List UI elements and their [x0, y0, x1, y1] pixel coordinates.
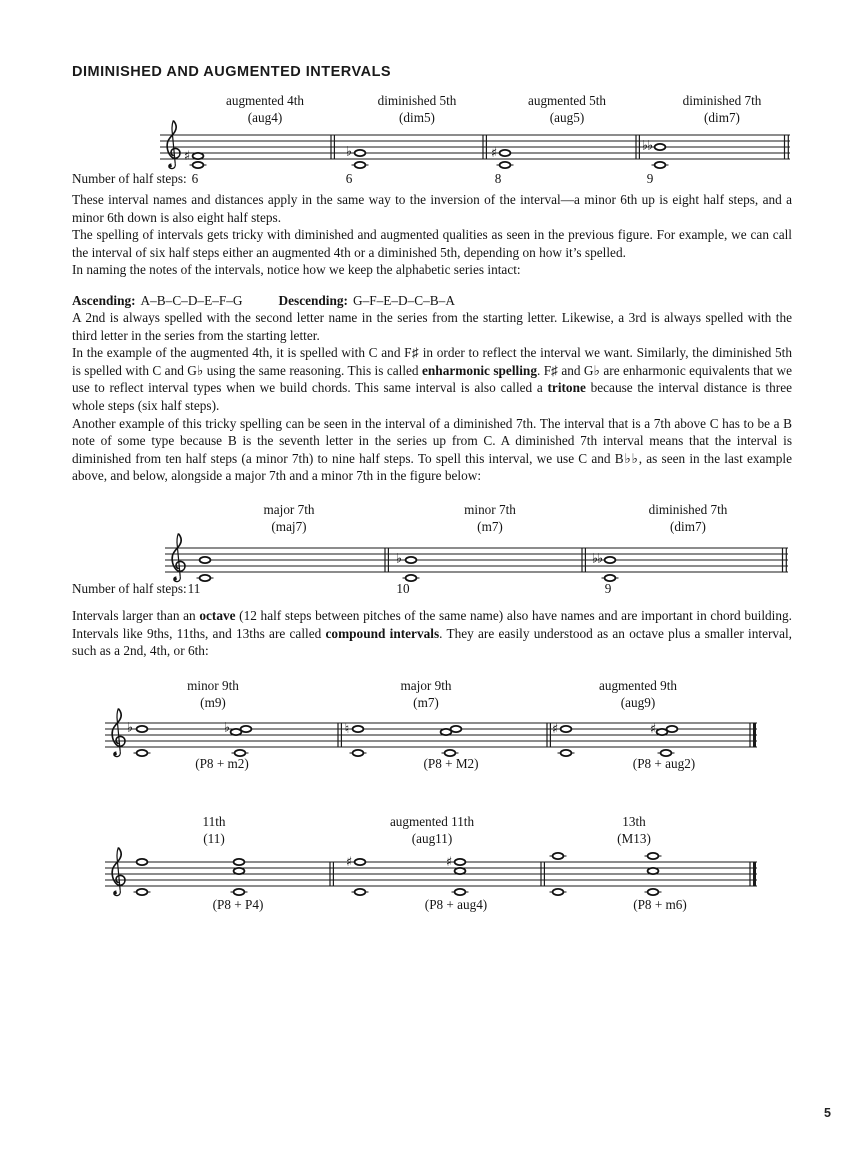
interval-label-aug4: augmented 4th (aug4): [225, 93, 305, 125]
natural-icon: ♮: [344, 721, 350, 737]
whole-note: [355, 859, 366, 865]
paragraph-spelling-tricky: The spelling of intervals gets tricky with diminished and augmented qualities as seen in the previous figure. For example, we can call the interval of six half steps either an augmented 4th or a diminished 5th, depending on how it’s spelled.: [72, 227, 792, 260]
paragraph-compound-intervals: Intervals larger than an octave (12 half steps between pitches of the same name) also have names and are important in chord building. Intervals like 9ths, 11ths, and 13ths are called compound intervals. They are easily understood as an octave plus a smaller interval, such as a 2nd, 4th, or 6th:: [72, 607, 792, 659]
whole-note: [648, 868, 659, 874]
whole-note: [648, 889, 659, 895]
whole-note: [648, 853, 659, 859]
measure-diminished-5th: [346, 145, 369, 169]
interval-label-maj7: major 7th (maj7): [263, 501, 315, 534]
flat-icon: ♭: [223, 720, 231, 736]
whole-note: [500, 162, 511, 168]
treble-clef-icon: [167, 121, 180, 169]
treble-clef-icon: [112, 708, 125, 756]
formula-p8-aug2: (P8 + aug2): [632, 755, 696, 771]
whole-note: [655, 144, 666, 150]
flat-icon: ♭: [395, 551, 403, 567]
interval-label-11th: 11th (11): [202, 813, 226, 846]
measure-major-7th: [197, 557, 214, 581]
page-content: [72, 0, 792, 919]
double-flat-icon: ♭♭: [591, 551, 603, 567]
staff-figure-1: [160, 113, 790, 177]
descending-series: G–F–E–D–C–B–A: [352, 292, 455, 308]
interval-label-13th: 13th (M13): [617, 813, 651, 846]
whole-note: [500, 150, 511, 156]
whole-note: [353, 750, 364, 756]
whole-note: [355, 150, 366, 156]
whole-note: [553, 889, 564, 895]
page-number: 5: [824, 1106, 831, 1120]
half-steps-value: 9: [646, 171, 654, 186]
paragraph-inversion: These interval names and distances apply in the same way to the inversion of the interval—a minor 6th up is eight half steps, and a minor 6th down is also eight half steps.: [72, 192, 792, 225]
ascending-series: A–B–C–D–E–F–G: [140, 292, 243, 308]
paragraph-2nd-3rd-spelling: A 2nd is always spelled with the second letter name in the series from the starting letter. Likewise, a 3rd is always spelled with the third letter in the series from the starting letter.: [72, 309, 792, 343]
whole-note: [553, 853, 564, 859]
figure-elevenths-thirteenth: [72, 813, 792, 919]
interval-label-m7: minor 7th (m7): [464, 501, 516, 534]
whole-note: [137, 750, 148, 756]
half-steps-value: 8: [494, 171, 502, 186]
flat-icon: ♭: [345, 144, 353, 160]
alphabetic-series-line: [72, 293, 792, 309]
paragraph-naming-notes: In naming the notes of the intervals, notice how we keep the alphabetic series intact:: [72, 262, 521, 278]
measure-augmented-11th: [346, 855, 469, 895]
sharp-icon: ♯: [490, 146, 498, 161]
interval-label-dim7: diminished 7th (dim7): [648, 501, 728, 534]
half-steps-label: Number of half steps:: [72, 171, 187, 186]
figure-dim-aug-intervals: [72, 91, 792, 191]
whole-note: [355, 889, 366, 895]
sharp-icon: ♯: [551, 721, 559, 737]
paragraph-enharmonic-spelling: In the example of the augmented 4th, it is spelled with C and F♯ in order to reflect the interval we want. Similarly, the diminished 5th is spelled with C and G♭ using the same reasoning. This is called enharmonic spelling. F♯ and G♭ are enharmonic equivalents that we use to reflect interval types when we build chords. This same interval is also called a tritone because the interval distance is three whole steps (six half steps).: [72, 345, 792, 413]
half-steps-value: 6: [191, 171, 199, 186]
flat-icon: ♭: [126, 720, 134, 736]
ascending-label: Ascending:: [72, 292, 136, 308]
whole-note: [353, 726, 364, 732]
measure-11th: [134, 859, 248, 895]
whole-note: [605, 557, 616, 563]
interval-label-maj9: major 9th (m7): [400, 677, 452, 710]
formula-p8-m6: (P8 + m6): [633, 896, 687, 912]
measure-minor-9th: [127, 720, 251, 756]
sharp-icon: ♯: [445, 854, 453, 870]
whole-note: [561, 750, 572, 756]
whole-note: [137, 859, 148, 865]
whole-note: [657, 729, 668, 735]
whole-note: [451, 726, 462, 732]
staff-figure-4: [105, 840, 757, 904]
interval-label-m9: minor 9th (m9): [187, 677, 239, 710]
whole-note: [231, 729, 242, 735]
treble-clef-icon: [172, 533, 185, 581]
whole-note: [234, 868, 245, 874]
half-steps-value: 10: [396, 580, 410, 596]
whole-note: [234, 889, 245, 895]
sharp-icon: ♯: [345, 854, 353, 870]
half-steps-value: 11: [187, 580, 201, 596]
interval-label-aug11: augmented 11th (aug11): [389, 813, 475, 846]
measure-augmented-5th: [491, 146, 514, 168]
whole-note: [234, 859, 245, 865]
formula-p8-P4: (P8 + P4): [212, 896, 264, 912]
measure-augmented-9th: [552, 722, 678, 756]
interval-label-dim5: diminished 5th (dim5): [377, 93, 457, 125]
double-flat-icon: ♭♭: [641, 138, 653, 154]
whole-note: [355, 162, 366, 168]
descending-label: Descending:: [278, 292, 348, 308]
whole-note: [561, 726, 572, 732]
formula-p8-aug4: (P8 + aug4): [424, 896, 488, 912]
interval-label-aug9: augmented 9th (aug9): [598, 677, 678, 710]
whole-note: [193, 162, 204, 168]
whole-note: [200, 557, 211, 563]
whole-note: [193, 153, 204, 159]
whole-note: [241, 726, 252, 732]
whole-note: [455, 868, 466, 874]
half-steps-value: 9: [604, 580, 612, 596]
whole-note: [455, 859, 466, 865]
figure-sevenths: [72, 500, 792, 607]
whole-note: [455, 889, 466, 895]
sharp-icon: ♯: [649, 721, 657, 737]
figure-ninths: [72, 677, 792, 776]
interval-label-dim7: diminished 7th (dim7): [682, 93, 762, 125]
half-steps-caption-1: [72, 171, 792, 187]
half-steps-label: Number of half steps:: [72, 580, 187, 596]
formula-p8-m2: (P8 + m2): [195, 755, 249, 771]
paragraph-diminished-7th: Another example of this tricky spelling can be seen in the interval of a diminished 7th. The interval that is a 7th above C has to be a B note of some type because B is the seventh letter in the series up from C. A diminished 7th interval means that the interval is diminished from ten half steps (a minor 7th) to nine half steps. To spell this interval, we use C and B♭♭, as seen in the last example above, and below, alongside a major 7th and a minor 7th in the figure below:: [72, 415, 792, 484]
interval-label-aug5: augmented 5th (aug5): [527, 93, 607, 125]
half-steps-value: 6: [345, 171, 353, 186]
treble-clef-icon: [112, 847, 125, 895]
page-title: DIMINISHED AND AUGMENTED INTERVALS: [72, 64, 392, 80]
whole-note: [137, 889, 148, 895]
sharp-icon: ♯: [183, 149, 191, 164]
whole-note: [655, 162, 666, 168]
whole-note: [137, 726, 148, 732]
whole-note: [406, 557, 417, 563]
formula-p8-M2: (P8 + M2): [423, 755, 479, 771]
whole-note: [441, 729, 452, 735]
half-steps-caption-2: [72, 581, 792, 597]
whole-note: [667, 726, 678, 732]
measure-major-9th: [345, 722, 462, 756]
